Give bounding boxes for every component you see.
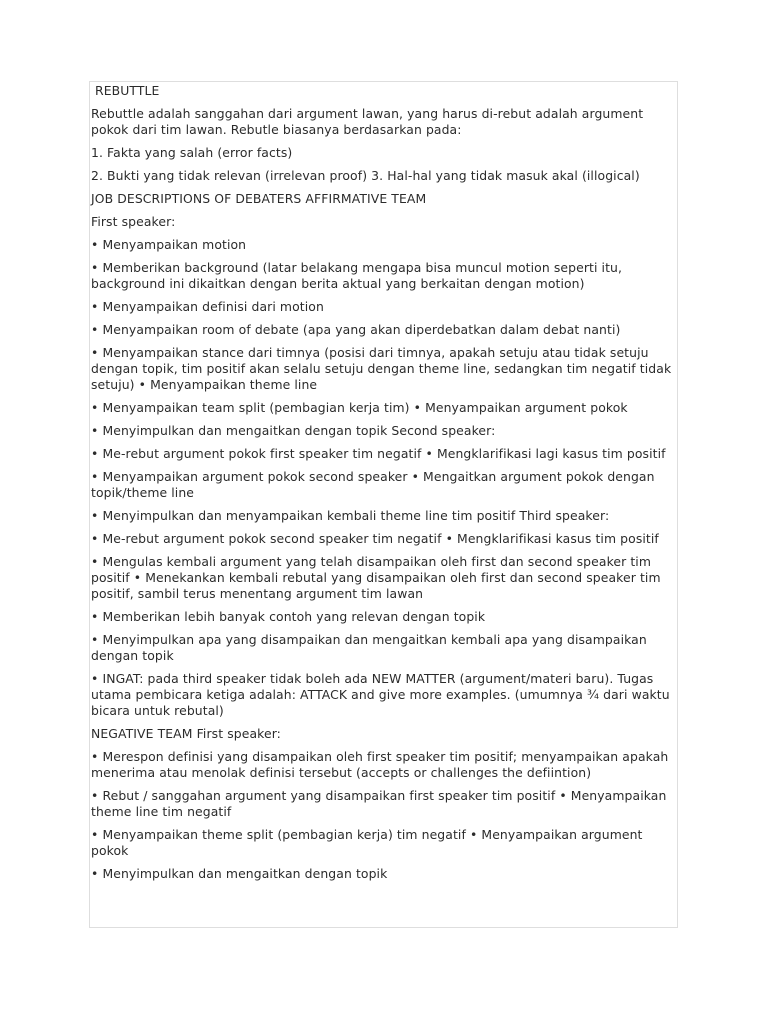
list-item: • Me-rebut argument pokok second speaker tim negatif • Mengklarifikasi kasus tim positif: [91, 531, 659, 546]
section-heading: JOB DESCRIPTIONS OF DEBATERS AFFIRMATIVE TEAM: [91, 191, 427, 206]
list-item: • Me-rebut argument pokok first speaker tim negatif • Mengklarifikasi lagi kasus tim positif: [91, 446, 666, 461]
list-item: • Memberikan background (latar belakang mengapa bisa muncul motion seperti itu, background ini dikaitkan dengan berita aktual yang berkaitan dengan motion): [91, 260, 623, 291]
list-item: • Rebut / sanggahan argument yang disampaikan first speaker tim positif • Menyampaikan theme line tim negatif: [91, 788, 667, 819]
list-item: • Menyampaikan argument pokok second speaker • Mengaitkan argument pokok dengan topik/theme line: [91, 469, 655, 500]
document-body: [90, 82, 677, 882]
list-item: • Menyampaikan team split (pembagian kerja tim) • Menyampaikan argument pokok: [91, 400, 628, 415]
document-frame: [89, 81, 678, 928]
list-item: • Menyampaikan definisi dari motion: [91, 299, 324, 314]
list-item: • Menyimpulkan apa yang disampaikan dan mengaitkan kembali apa yang disampaikan dengan topik: [91, 632, 647, 663]
list-item: • Menyampaikan stance dari timnya (posisi dari timnya, apakah setuju atau tidak setuju dengan topik, tim positif akan selalu setuju dengan theme line, sedangkan tim negatif tidak setuju) • Menyampaikan theme line: [91, 345, 672, 392]
paragraph: 2. Bukti yang tidak relevan (irrelevan proof) 3. Hal-hal yang tidak masuk akal (illogical): [91, 168, 640, 183]
subheading: First speaker:: [91, 214, 176, 229]
list-item: • Merespon definisi yang disampaikan oleh first speaker tim positif; menyampaikan apakah menerima atau menolak definisi tersebut (accepts or challenges the defiintion): [91, 749, 669, 780]
list-item: • Menyampaikan theme split (pembagian kerja) tim negatif • Menyampaikan argument pokok: [91, 827, 643, 858]
list-item: • Memberikan lebih banyak contoh yang relevan dengan topik: [91, 609, 486, 624]
list-item: • INGAT: pada third speaker tidak boleh ada NEW MATTER (argument/materi baru). Tugas utama pembicara ketiga adalah: ATTACK and give more examples. (umumnya ¾ dari waktu bicara untuk rebutal): [91, 671, 670, 718]
list-item: • Menyampaikan motion: [91, 237, 247, 252]
document-title: REBUTTLE: [95, 83, 160, 98]
list-item: • Mengulas kembali argument yang telah disampaikan oleh first dan second speaker tim positif • Menekankan kembali rebutal yang disampaikan oleh first dan second speaker tim positif, sambil terus menentang argument tim lawan: [91, 554, 661, 601]
paragraph: 1. Fakta yang salah (error facts): [91, 145, 293, 160]
list-item: • Menyimpulkan dan mengaitkan dengan topik: [91, 866, 388, 881]
list-item: • Menyimpulkan dan menyampaikan kembali theme line tim positif Third speaker:: [91, 508, 610, 523]
paragraph: Rebuttle adalah sanggahan dari argument lawan, yang harus di-rebut adalah argument pokok dari tim lawan. Rebutle biasanya berdasarkan pada:: [91, 106, 644, 137]
list-item: • Menyimpulkan dan mengaitkan dengan topik Second speaker:: [91, 423, 496, 438]
section-heading: NEGATIVE TEAM First speaker:: [91, 726, 281, 741]
list-item: • Menyampaikan room of debate (apa yang akan diperdebatkan dalam debat nanti): [91, 322, 621, 337]
